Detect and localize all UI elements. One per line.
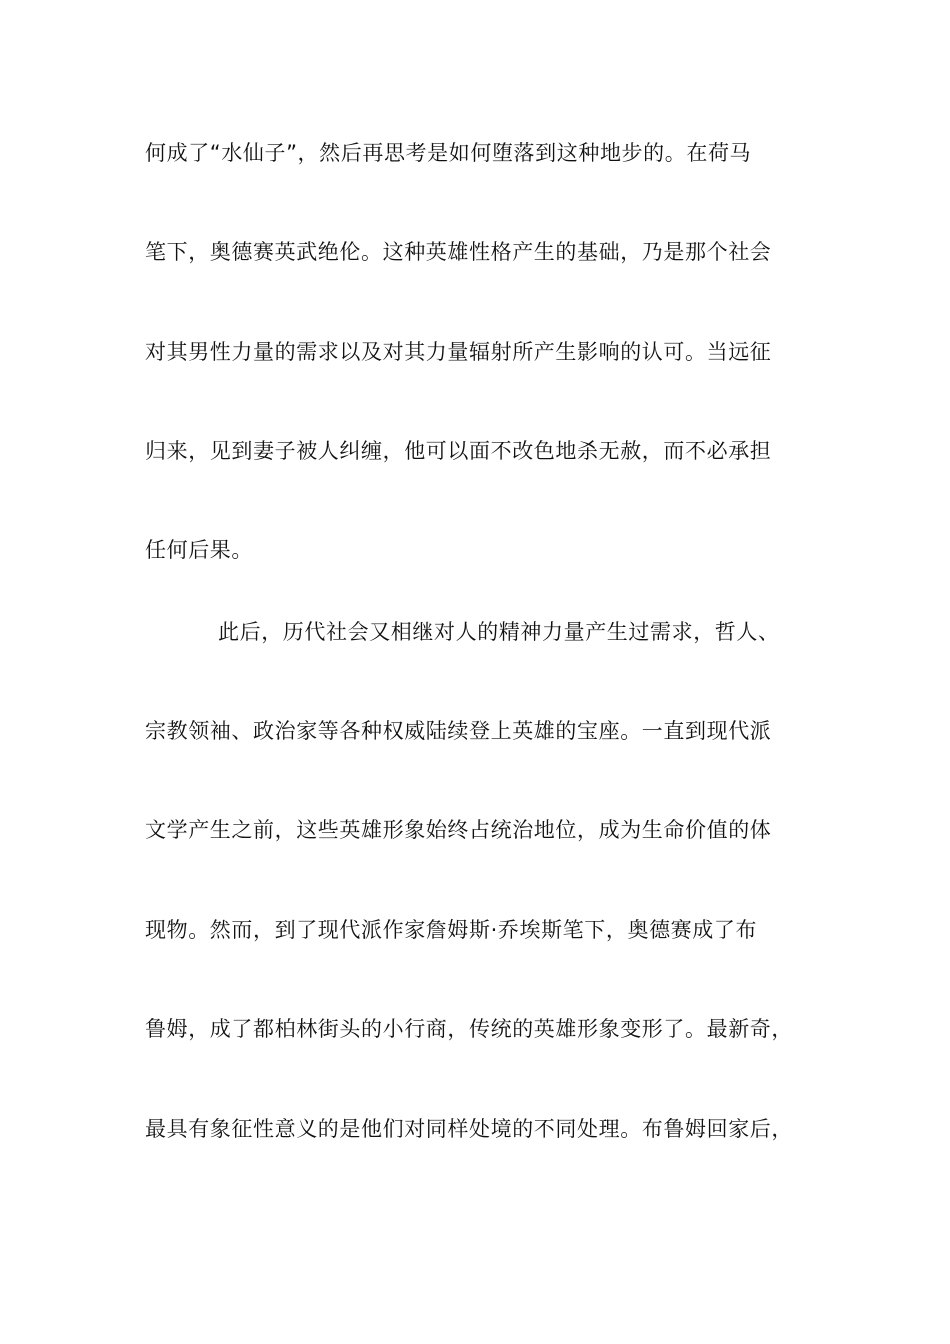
text-line-4: 归来，见到妻子被人纠缠，他可以面不改色地杀无赦，而不必承担: [145, 439, 772, 463]
text-line-9: 现物。然而，到了现代派作家詹姆斯·乔埃斯笔下，奥德赛成了布: [145, 918, 758, 942]
text-line-3: 对其男性力量的需求以及对其力量辐射所产生影响的认可。当远征: [145, 340, 772, 364]
text-line-5: 任何后果。: [145, 538, 253, 562]
text-line-7: 宗教领袖、政治家等各种权威陆续登上英雄的宝座。一直到现代派: [145, 719, 772, 743]
text-line-1: 何成了“水仙子”，然后再思考是如何堕落到这种地步的。在荷马: [145, 141, 752, 165]
paragraph-start-line: 此后，历代社会又相继对人的精神力量产生过需求，哲人、: [218, 620, 780, 644]
text-line-10: 鲁姆，成了都柏林街头的小行商，传统的英雄形象变形了。最新奇，: [145, 1017, 793, 1041]
text-line-8: 文学产生之前，这些英雄形象始终占统治地位，成为生命价值的体: [145, 818, 772, 842]
text-line-2: 笔下，奥德赛英武绝伦。这种英雄性格产生的基础，乃是那个社会: [145, 240, 772, 264]
text-line-11: 最具有象征性意义的是他们对同样处境的不同处理。布鲁姆回家后，: [145, 1117, 793, 1141]
